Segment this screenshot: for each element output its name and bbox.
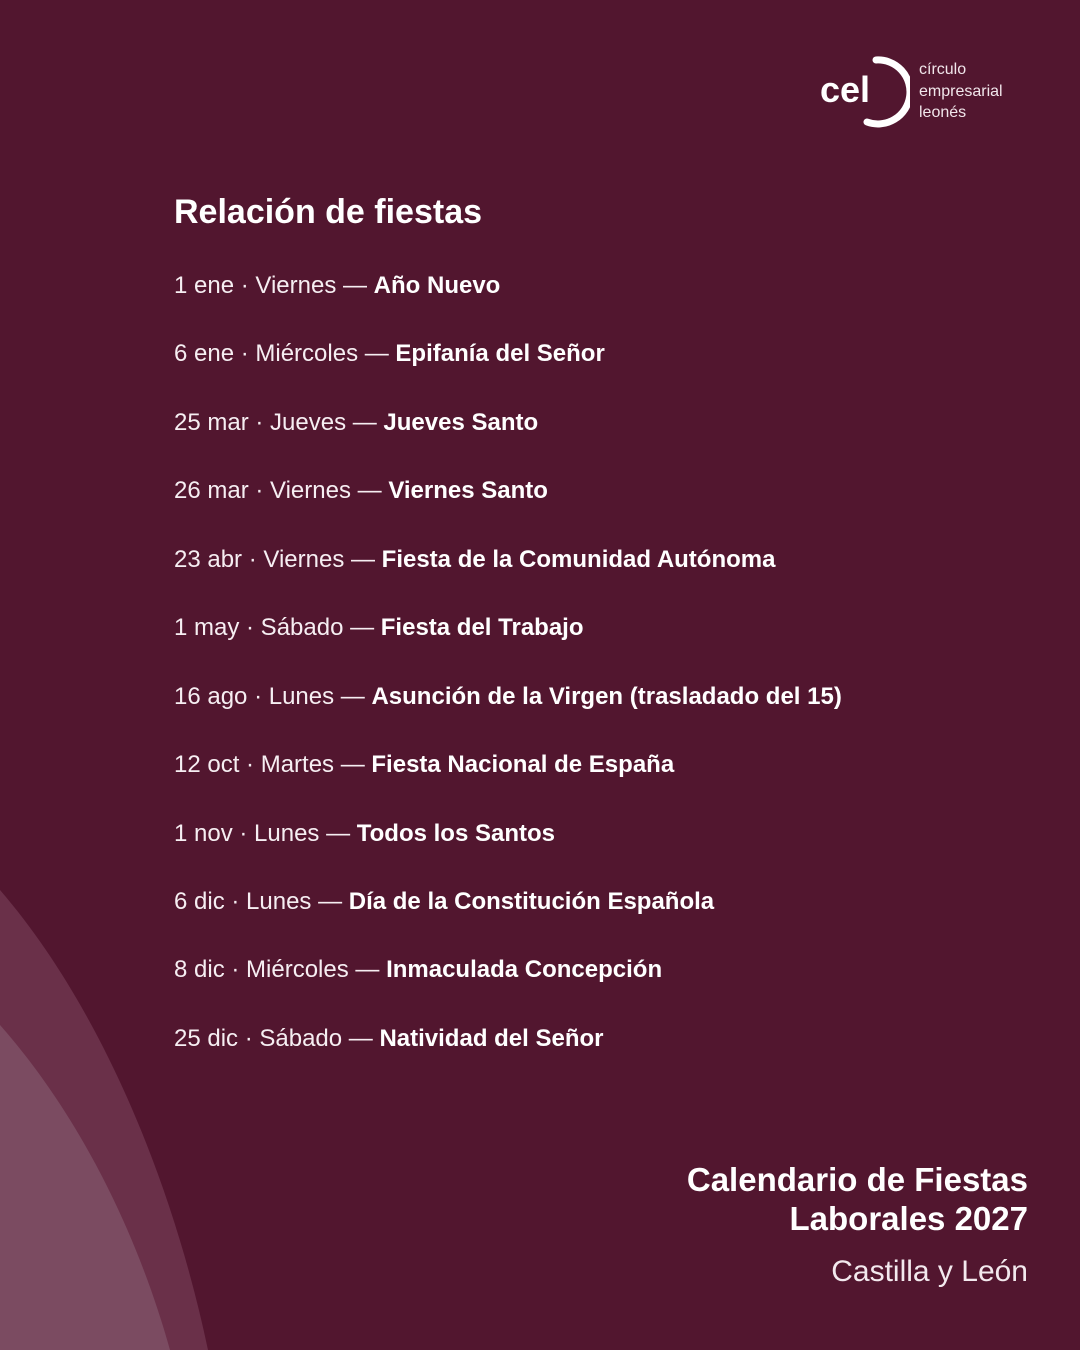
holiday-list [174,266,842,1087]
logo-line-2: empresarial [919,82,1003,100]
list-item [174,1019,842,1087]
list-item [174,950,842,1018]
page-title: Relación de fiestas [174,193,483,231]
brand-logo [818,52,1018,128]
holiday-name: Jueves Santo [383,408,539,436]
holiday-name: Epifanía del Señor [395,340,605,368]
list-item [174,677,842,745]
list-item [174,882,842,950]
holiday-name: Fiesta de la Comunidad Autónoma [381,545,776,573]
holiday-date: 26 mar · Viernes — [174,477,389,505]
holiday-name: Natividad del Señor [379,1024,604,1052]
holiday-date: 8 dic · Miércoles — [174,956,387,984]
holiday-date: 16 ago · Lunes — [174,682,372,710]
list-item [174,540,842,608]
holiday-name: Viernes Santo [388,477,548,505]
holiday-date: 23 abr · Viernes — [174,545,382,573]
logo-mark-text: cel [820,69,871,110]
holiday-date: 1 may · Sábado — [174,614,381,642]
holiday-name: Inmaculada Concepción [386,956,663,984]
list-item [174,403,842,471]
holiday-name: Fiesta del Trabajo [380,614,584,642]
holiday-name: Día de la Constitución Española [348,887,715,915]
list-item [174,471,842,539]
footer [687,1160,1028,1290]
holiday-date: 1 ene · Viernes — [174,272,374,299]
logo-line-1: círculo [919,61,967,78]
list-item [174,745,842,813]
footer-title-line-1: Calendario de Fiestas [686,1161,1028,1198]
logo-line-3: leonés [919,104,967,121]
list-item [174,814,842,882]
cel-logo-icon [818,52,910,128]
holiday-date: 25 mar · Jueves — [174,408,384,436]
holiday-name: Todos los Santos [356,819,555,847]
footer-title [687,1160,1028,1238]
holiday-date: 6 ene · Miércoles — [174,340,396,368]
holiday-date: 6 dic · Lunes — [174,887,349,915]
list-item [174,608,842,676]
holiday-name: Año Nuevo [373,272,501,299]
holiday-name: Asunción de la Virgen (trasladado del 15) [371,682,842,710]
list-item [174,334,842,402]
holiday-date: 1 nov · Lunes — [174,819,357,847]
footer-title-line-2: Laborales 2027 [789,1200,1028,1237]
holiday-date: 25 dic · Sábado — [174,1024,380,1052]
list-item [174,266,842,334]
logo-wordmark [919,59,1003,124]
footer-region: Castilla y León [831,1255,1028,1288]
holiday-date: 12 oct · Martes — [174,751,372,779]
holiday-name: Fiesta Nacional de España [371,751,675,779]
